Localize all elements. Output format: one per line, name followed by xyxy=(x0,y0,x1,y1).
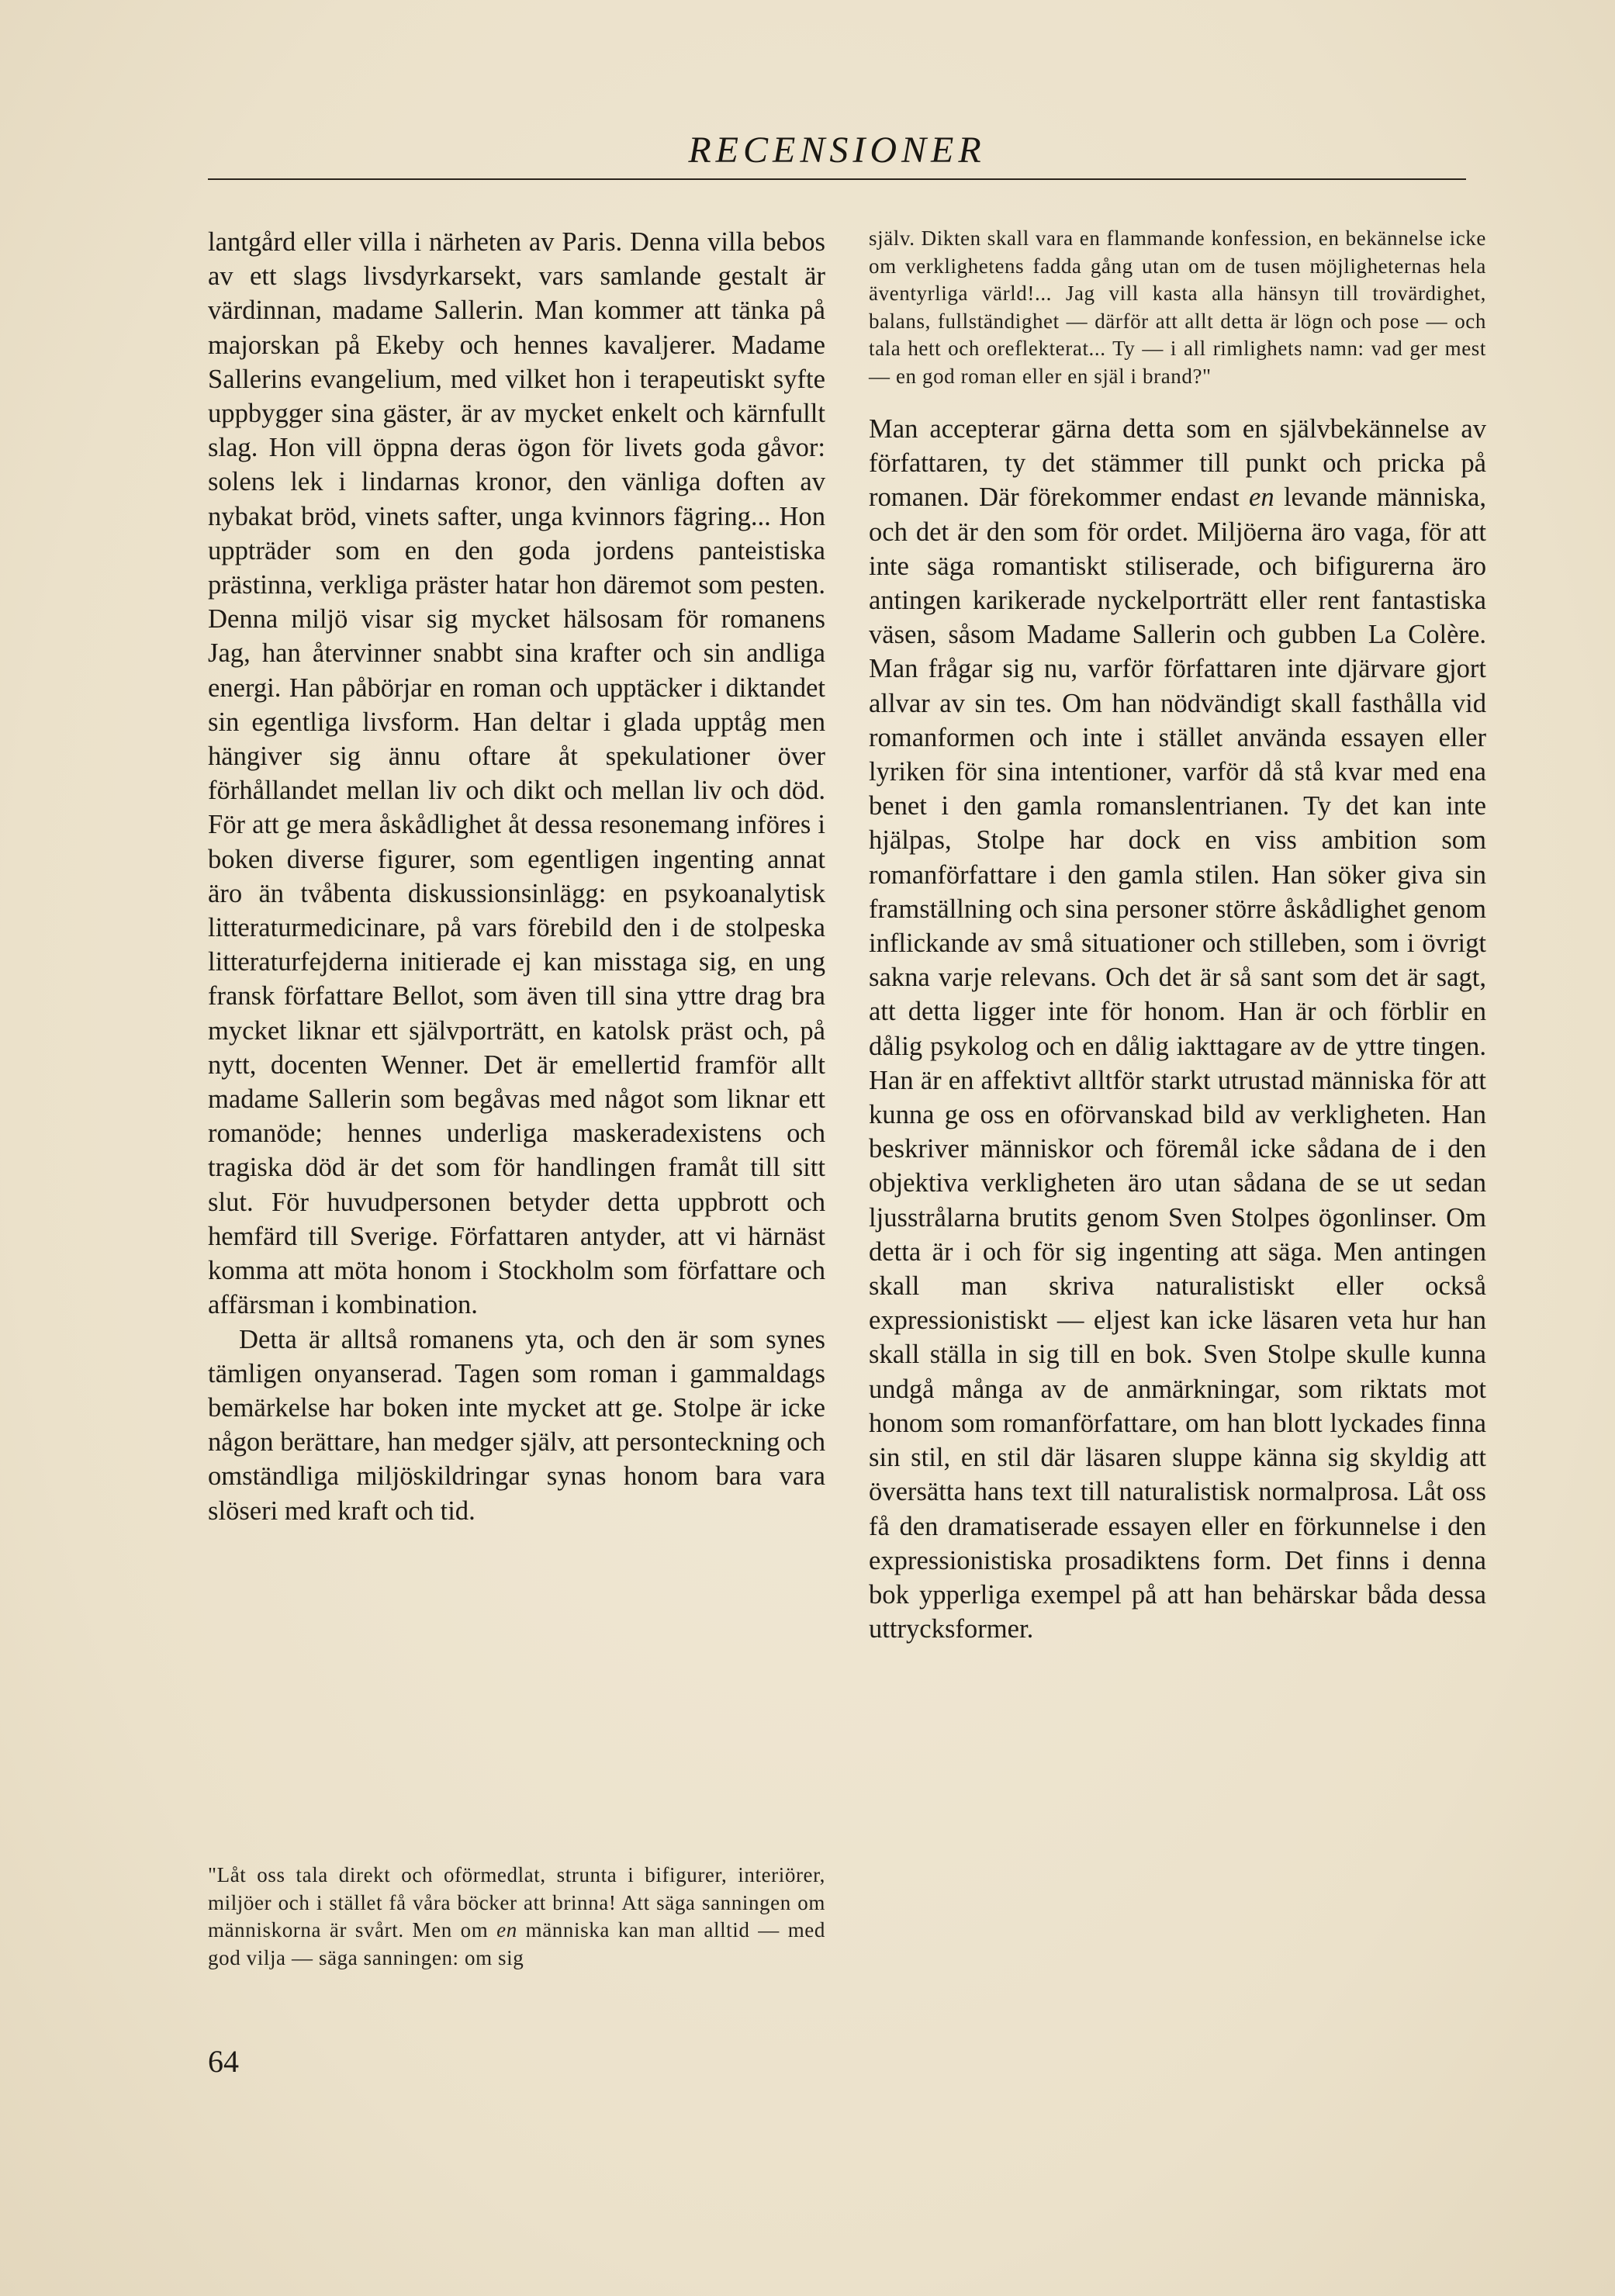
left-column xyxy=(208,225,825,1528)
right-paragraph-part-2: levande människa, och det är den som för ordet. Miljöerna äro vaga, för att inte säga romantiskt stiliserade, och bifigurerna äro antingen karikerade nyckelporträtt eller rent fantastiska väsen, såsom Madame Sallerin och gubben La Colère. Man frågar sig nu, varför författaren inte djärvare gjort allvar av sin tes. Om han nödvändigt skall fasthålla vid romanformen och inte i stället använda essayen eller lyriken för sina intentioner, varför då stå kvar med ena benet i den gamla romanslentrianen. Ty det kan inte hjälpas, Stolpe har dock en viss ambition som romanförfattare i den gamla stilen. Han söker giva sin framställning och sina personer större åskådlighet genom inflickande av små situationer och stilleben, som i övrigt sakna varje relevans. Och det är så sant som det är sagt, att detta ligger inte för honom. Han är och förblir en dålig psykolog och en dålig iakttagare av de yttre tingen. Han är en affektivt alltför starkt utrustad människa för att kunna ge oss en oförvanskad bild av verkligheten. Han beskriver människor och föremål icke sådana de i den objektiva verkligheten äro utan sådana de se ut sedan ljusstrålarna brutits genom Sven Stolpes ögonlinser. Om detta är i och för sig ingenting att säga. Men antingen skall man skriva naturalistiskt eller också expressionistiskt — eljest kan icke läsaren veta hur han skall ställa in sig till en bok. Sven Stolpe skulle kunna undgå många av de anmärkningar, som riktats mot honom som romanförfattare, om han blott lyckades finna sin stil, en stil där läsaren sluppe känna sig skyldig att översätta hans text till naturalistisk normalprosa. Låt oss få den dramatiserade essayen eller en förkunnelse i den expressionistiska prosadiktens form. Det finns i denna bok ypperliga exempel på att han behärskar båda dessa uttrycksformer. xyxy=(869,482,1486,1644)
header-rule xyxy=(208,178,1466,180)
right-body xyxy=(869,412,1486,1646)
right-paragraph-emphasis: en xyxy=(1249,482,1274,513)
running-title: RECENSIONER xyxy=(688,130,986,171)
page-header xyxy=(208,123,1466,185)
page-number: 64 xyxy=(208,2044,239,2079)
right-block-quote xyxy=(869,225,1486,390)
left-quote-part-2: människa kan man alltid — med god vilja — säga sanningen: om sig xyxy=(208,1918,825,1969)
left-block-quote xyxy=(208,1862,825,1972)
right-quote-text: själv. Dikten skall vara en flammande konfession, en bekännelse icke om verklighetens fadda gång utan om de tusen möjligheternas hela äventyrliga värld!... Jag vill kasta alla hänsyn till trovärdighet, balans, fullständighet — därför att allt detta är lögn och pose — och tala hett och oreflekterat... Ty — i all rimlighets namn: vad ger mest — en god roman eller en själ i brand?" xyxy=(869,226,1486,388)
left-quote-part-1: "Låt oss tala direkt och oförmedlat, strunta i bifigurer, interiörer, miljöer och i stället få våra böcker att brinna! Att säga sanningen om människorna är svårt. Men om xyxy=(208,1863,825,1942)
right-paragraph xyxy=(869,412,1486,1646)
left-paragraph-1: lantgård eller villa i närheten av Paris. Denna villa bebos av ett slags livsdyrkarsekt, vars samlande gestalt är värdinnan, madame Sallerin. Man kommer att tänka på majorskan på Ekeby och hennes kavaljerer. Madame Sallerins evangelium, med vilket hon i terapeutiskt syfte uppbygger sina gäster, är av mycket enkelt och kärnfullt slag. Hon vill öppna deras ögon för livets goda gåvor: solens lek i lindarnas kronor, den vänliga doften av nybakat bröd, vinets safter, unga kvinnors fägring... Hon uppträder som en den goda jordens panteistiska prästinna, verkliga präster hatar hon däremot som pesten. Denna miljö visar sig mycket hälsosam för romanens Jag, han återvinner snabbt sina krafter och sin andliga energi. Han påbörjar en roman och upptäcker i diktandet sin egentliga livsform. Han deltar i glada upptåg men hängiver sig ännu oftare åt spekulationer över förhållandet mellan liv och dikt och mellan liv och död. För att ge mera åskådlighet åt dessa resonemang införes i boken diverse figurer, som egentligen ingenting annat äro än tvåbenta diskussionsinlägg: en psykoanalytisk litteraturmedicinare, på vars förebild den i de stolpeska litteraturfejderna initierade ej kan misstaga sig, en ung fransk författare Bellot, som även till sina yttre drag bra mycket liknar ett självporträtt, en katolsk präst och, på nytt, docenten Wenner. Det är emellertid framför allt madame Sallerin som begåvas med något som liknar ett romanöde; hennes underliga maskeradexistens och tragiska död är det som för handlingen framåt till sitt slut. För huvudpersonen betyder detta uppbrott och hemfärd till Sverige. Författaren antyder, att vi härnäst komma att möta honom i Stockholm som författare och affärsman i kombination. xyxy=(208,227,825,1320)
right-paragraph-part-1: Man accepterar gärna detta som en självbekännelse av författaren, ty det stämmer till punkt och pricka på romanen. Där förekommer endast xyxy=(869,414,1486,513)
right-column xyxy=(869,225,1486,1646)
left-paragraph-2: Detta är alltså romanens yta, och den är som synes tämligen onyanserad. Tagen som roman i gammaldags bemärkelse har boken inte mycket att ge. Stolpe är icke någon berättare, han medger själv, att personteckning och omständliga miljöskildringar synas honom bara vara slöseri med kraft och tid. xyxy=(208,1324,825,1526)
left-quote-emphasis: en xyxy=(496,1918,517,1942)
left-quote-text xyxy=(208,1862,825,1972)
